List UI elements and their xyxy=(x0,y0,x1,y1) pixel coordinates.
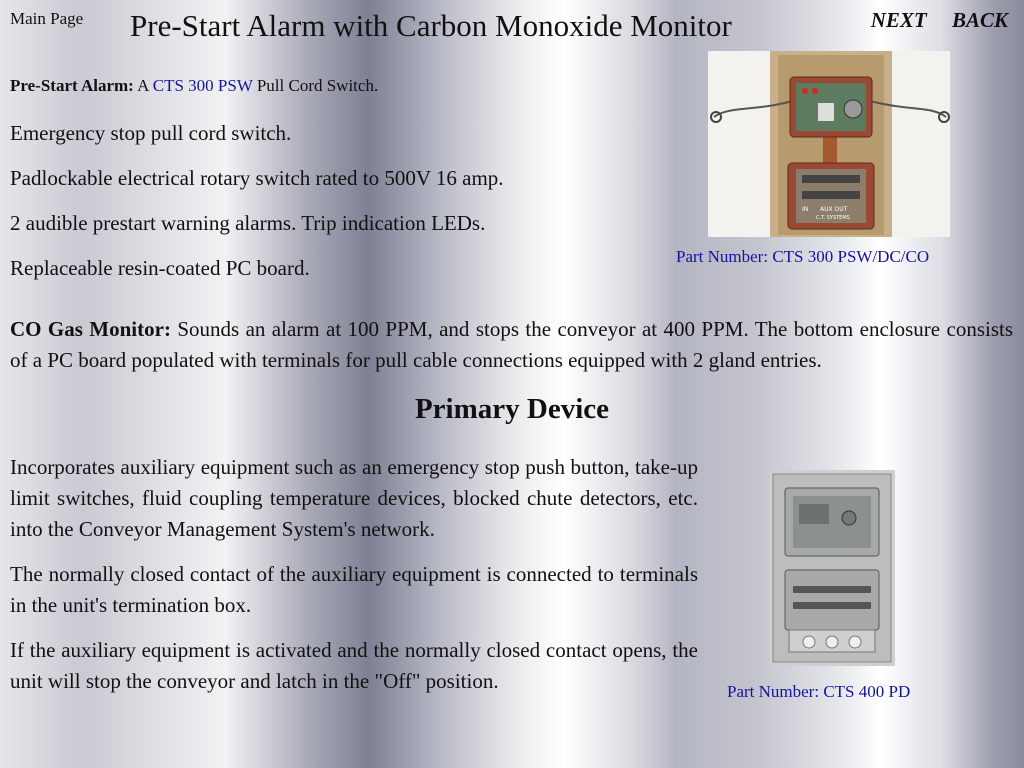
part2-value: CTS 400 PD xyxy=(823,682,911,701)
pic1-aux-out-text: AUX OUT xyxy=(820,206,848,213)
feature-item: Replaceable resin-coated PC board. xyxy=(10,256,310,280)
primary-device-photo xyxy=(769,470,895,666)
primary-paragraph: The normally closed contact of the auxiliary equipment is connected to terminals in the unit's termination box. xyxy=(10,562,698,617)
part2-label: Part Number: xyxy=(727,682,820,701)
pic1-in-text: IN xyxy=(802,206,809,213)
co-monitor-text: Sounds an alarm at 100 PPM, and stops the conveyor at 400 PPM. The bottom enclosure consists of a PC board populated with terminals for pull cable connections equipped with 2 gland entries. xyxy=(10,317,1013,372)
feature-item: 2 audible prestart warning alarms. Trip indication LEDs. xyxy=(10,211,486,235)
prestart-prefix: A xyxy=(137,76,149,95)
feature-item: Emergency stop pull cord switch. xyxy=(10,121,292,145)
nav-links xyxy=(851,8,1008,33)
pic1-brand-text: C.T. SYSTEMS xyxy=(816,215,850,221)
primary-paragraph: If the auxiliary equipment is activated and the normally closed contact opens, the unit will stop the conveyor and latch in the "Off" position. xyxy=(10,638,698,693)
co-monitor-label: CO Gas Monitor: xyxy=(10,317,171,341)
feature-list xyxy=(10,118,504,298)
prestart-label: Pre-Start Alarm: xyxy=(10,76,134,95)
part-number-pd xyxy=(727,682,910,702)
main-page-link[interactable]: Main Page xyxy=(10,9,84,28)
primary-paragraph: Incorporates auxiliary equipment such as an emergency stop push button, take-up limit switches, fluid coupling temperature devices, blocked chute detectors, etc. into the Conveyor Management System's network. xyxy=(10,455,698,541)
page-title: Pre-Start Alarm with Carbon Monoxide Monitor xyxy=(130,8,732,43)
next-link[interactable]: NEXT xyxy=(870,8,927,32)
prestart-suffix: Pull Cord Switch. xyxy=(256,76,379,95)
part1-value: CTS 300 PSW/DC/CO xyxy=(772,247,930,266)
prestart-line xyxy=(10,76,378,96)
pull-cord-switch-photo xyxy=(708,51,950,237)
part1-label: Part Number: xyxy=(676,247,769,266)
co-monitor-paragraph xyxy=(10,314,1013,376)
primary-device-text xyxy=(10,452,698,711)
back-link[interactable]: BACK xyxy=(951,8,1008,32)
part-number-psw xyxy=(676,247,929,267)
feature-item: Padlockable electrical rotary switch rated to 500V 16 amp. xyxy=(10,166,504,190)
prestart-product: CTS 300 PSW xyxy=(152,76,253,95)
primary-device-heading: Primary Device xyxy=(414,393,610,425)
